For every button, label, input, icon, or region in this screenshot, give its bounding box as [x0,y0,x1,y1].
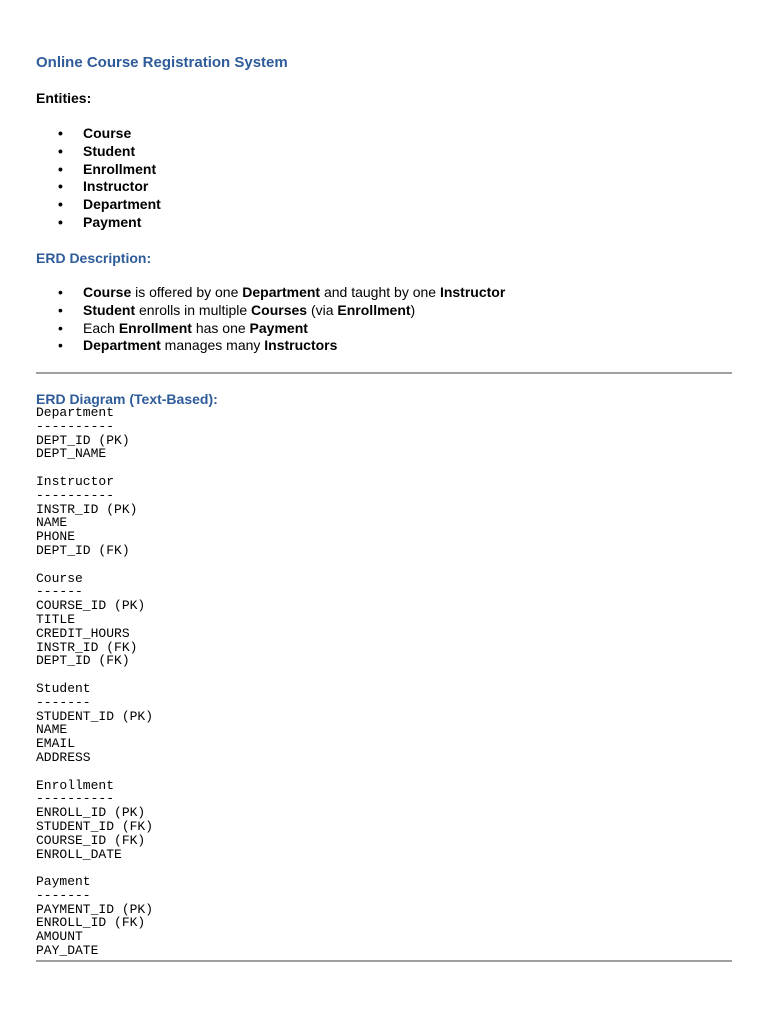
erd-description-heading: ERD Description: [36,250,152,266]
entity-reference: Department [83,337,161,354]
entity-name: Payment [83,213,142,230]
diagram-entity-underline: ---------- [36,791,115,807]
diagram-entity-underline: ---------- [36,418,115,434]
diagram-entity-block [36,406,153,461]
entity-name: Department [83,196,161,213]
bullet-icon: • [58,284,63,300]
entity-list-item [36,214,161,232]
bullet-icon: • [58,319,63,336]
bullet-icon: • [58,196,63,213]
diagram-field: AMOUNT [36,929,83,945]
diagram-field: DEPT_ID (PK) [36,432,130,448]
diagram-field: ENROLL_DATE [36,846,122,862]
entity-name: Enrollment [83,160,157,177]
diagram-field: PAY_DATE [36,943,99,959]
entity-reference: Enrollment [118,319,192,336]
diagram-field: PAYMENT_ID (PK) [36,901,154,917]
diagram-entity-block [36,682,153,765]
diagram-entity-name: Department [36,405,115,420]
entity-list-item [36,196,161,214]
diagram-field: DEPT_NAME [36,446,107,462]
entity-reference: Instructor [439,284,506,300]
description-text: enrolls in multiple [135,301,252,318]
horizontal-rule-top [36,372,732,374]
entity-list-item [36,125,161,143]
diagram-entity-underline: ------- [36,887,91,903]
horizontal-rule-bottom [36,960,732,962]
diagram-field: ADDRESS [36,749,91,765]
entity-list-item [36,178,161,196]
description-text: Each [83,319,119,336]
entity-name: Instructor [83,178,149,195]
diagram-entity-underline: ---------- [36,487,115,503]
entity-reference: Student [83,301,136,318]
diagram-field: INSTR_ID (FK) [36,639,138,655]
diagram-field: STUDENT_ID (PK) [36,708,154,724]
diagram-entity-name: Payment [36,874,91,890]
bullet-icon: • [58,125,63,141]
diagram-entity-underline: ------- [36,694,91,710]
erd-description-item [36,284,505,302]
diagram-entity-name: Course [36,570,83,586]
erd-description-item [36,302,505,320]
diagram-field: ENROLL_ID (PK) [36,805,146,821]
bullet-icon: • [58,301,63,318]
diagram-field: STUDENT_ID (FK) [36,818,154,834]
entity-name: Course [83,125,132,141]
diagram-entity-block [36,779,153,862]
diagram-field: DEPT_ID (FK) [36,542,130,558]
diagram-entity-name: Instructor [36,473,115,489]
diagram-field: INSTR_ID (PK) [36,501,138,517]
document-title: Online Course Registration System [36,54,288,71]
diagram-entity-block [36,875,153,958]
erd-description-item [36,320,505,338]
diagram-field: NAME [36,515,68,531]
diagram-field: ENROLL_ID (FK) [36,915,146,931]
diagram-entity-block [36,475,153,558]
entities-heading: Entities: [36,90,92,106]
entity-reference: Course [83,284,132,300]
diagram-field: NAME [36,722,68,738]
entity-reference: Instructors [264,337,338,354]
diagram-field: EMAIL [36,736,76,752]
entity-list-item [36,143,161,161]
diagram-field: COURSE_ID (PK) [36,598,146,614]
bullet-icon: • [58,160,63,177]
erd-diagram-text [36,406,153,958]
diagram-entity-block [36,572,153,669]
description-text: (via [307,301,338,318]
diagram-field: DEPT_ID (FK) [36,653,130,669]
diagram-field: PHONE [36,529,76,545]
erd-description-list [36,284,505,355]
bullet-icon: • [58,178,63,195]
entity-reference: Courses [251,301,308,318]
diagram-field: CREDIT_HOURS [36,625,130,641]
entity-reference: Enrollment [337,301,411,318]
entity-reference: Payment [249,319,308,336]
diagram-field: TITLE [36,611,76,627]
description-text: manages many [160,337,265,354]
bullet-icon: • [58,337,63,354]
description-text: has one [191,319,250,336]
description-text: is offered by one [131,284,243,300]
diagram-field: COURSE_ID (FK) [36,832,146,848]
bullet-icon: • [58,142,63,159]
entity-list [36,125,161,232]
diagram-entity-name: Enrollment [36,777,115,793]
diagram-entity-name: Student [36,680,91,696]
erd-description-item [36,337,505,355]
diagram-entity-underline: ------ [36,584,83,600]
description-text: and taught by one [320,284,440,300]
entity-name: Student [83,142,136,159]
description-text: ) [410,301,416,318]
entity-list-item [36,161,161,179]
bullet-icon: • [58,213,63,230]
entity-reference: Department [242,284,321,300]
erd-diagram-heading: ERD Diagram (Text-Based): [36,391,218,407]
